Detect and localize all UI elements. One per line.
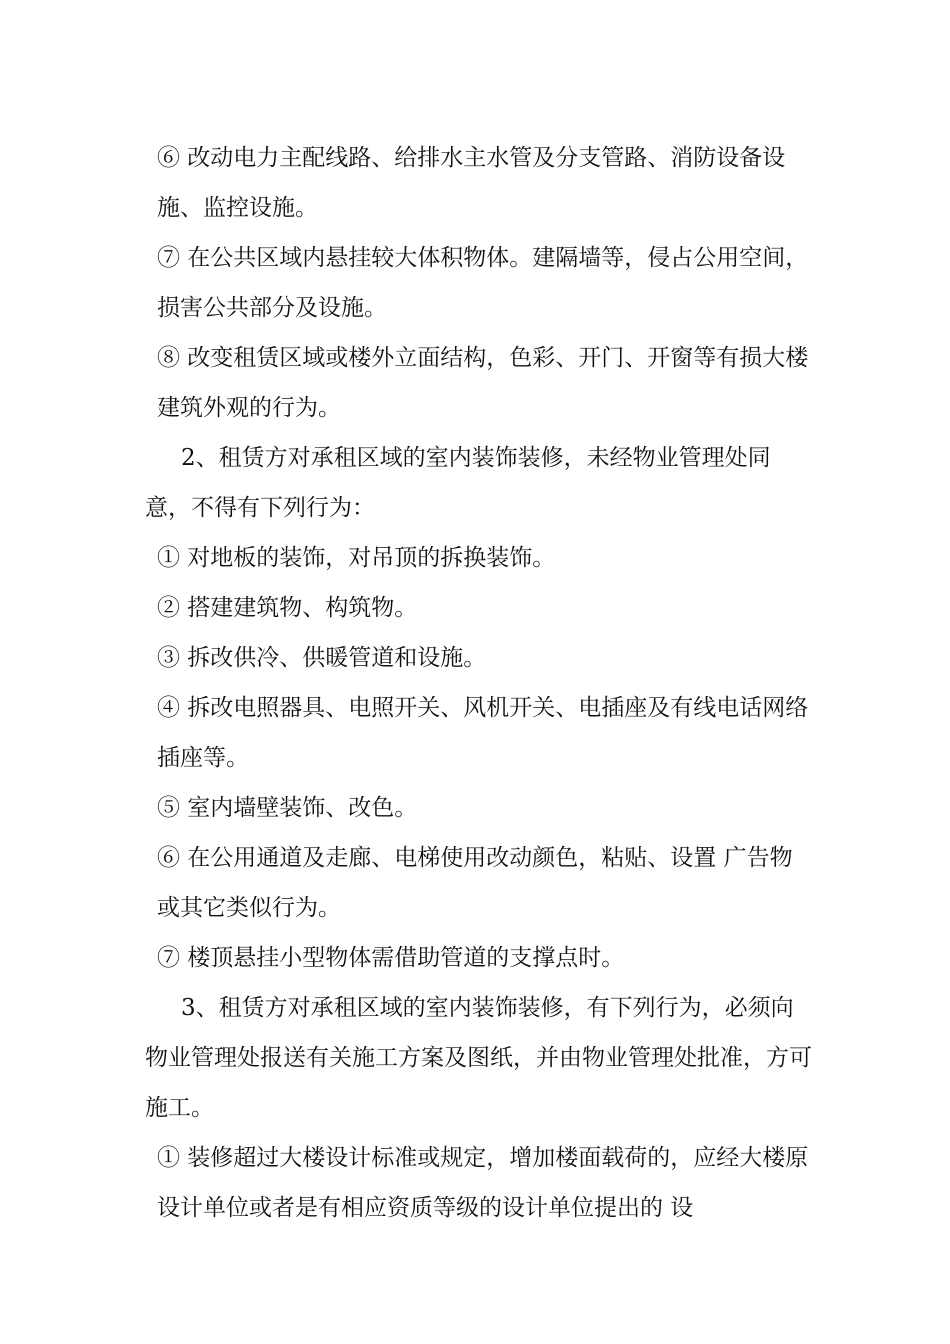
section-2-heading: 2、租赁方对承租区域的室内装饰装修，未经物业管理处同意，不得有下列行为： bbox=[145, 445, 771, 521]
section-3-heading: 3、租赁方对承租区域的室内装饰装修，有下列行为，必须向物业管理处报送有关施工方案及图纸，并由物业管理处批准，方可施工。 bbox=[145, 995, 812, 1121]
document-body bbox=[145, 133, 815, 1233]
list-item-5-walls: ⑤ 室内墙壁装饰、改色。 bbox=[157, 795, 418, 821]
list-item-6-power: ⑥ 改动电力主配线路、给排水主水管及分支管路、消防设备设施、监控设施。 bbox=[157, 145, 786, 221]
list-item-7-roof: ⑦ 楼顶悬挂小型物体需借助管道的支撑点时。 bbox=[157, 945, 625, 971]
list-item-3-hvac: ③ 拆改供冷、供暖管道和设施。 bbox=[157, 645, 487, 671]
list-item-1-load: ① 装修超过大楼设计标准或规定，增加楼面载荷的，应经大楼原设计单位或者是有相应资质等级的设计单位提出的 设 bbox=[157, 1145, 809, 1221]
list-item-6-corridor: ⑥ 在公用通道及走廊、电梯使用改动颜色，粘贴、设置 广告物或其它类似行为。 bbox=[157, 845, 793, 921]
list-item-1-floor: ① 对地板的装饰，对吊顶的拆换装饰。 bbox=[157, 545, 556, 571]
list-item-8-facade: ⑧ 改变租赁区域或楼外立面结构，色彩、开门、开窗等有损大楼建筑外观的行为。 bbox=[157, 345, 809, 421]
list-item-2-structures: ② 搭建建筑物、构筑物。 bbox=[157, 595, 418, 621]
list-item-7-public-area: ⑦ 在公共区域内悬挂较大体积物体。建隔墙等，侵占公用空间，损害公共部分及设施。 bbox=[157, 245, 809, 321]
list-item-4-electrical: ④ 拆改电照器具、电照开关、风机开关、电插座及有线电话网络插座等。 bbox=[157, 695, 809, 771]
